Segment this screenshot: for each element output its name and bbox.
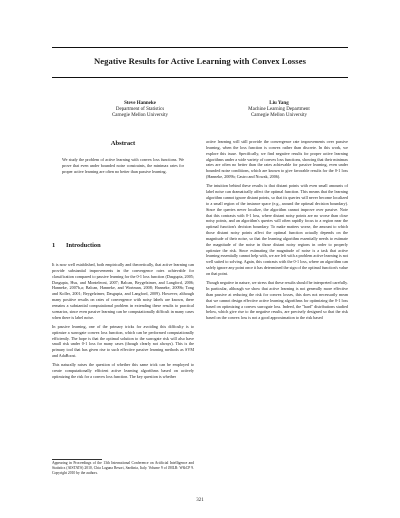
author-institution: Carnegie Mellon University	[250, 113, 308, 119]
page-number: 321	[196, 498, 204, 503]
author-department: Department of Statistics	[115, 107, 165, 113]
paragraph: In passive learning, one of the primary tricks for avoiding this difficulty is to optimize a surrogate convex loss function, which can be performed computationally efficiently. The hope is that the optimal solution to the surrogate risk will also have small risk under 0-1 loss for many cases (though clearly not always). This is the primary tool that has given rise to such effective passive learning methods as SVM and AdaBoost.	[52, 323, 194, 359]
left-column	[52, 262, 194, 380]
abstract-text: We study the problem of active learning with convex loss functions. We prove that even under bounded noise constraints, the minimax rates for proper active learning are often no better than passive learning.	[62, 157, 184, 174]
author-block	[80, 101, 200, 120]
footnote-rule	[52, 459, 102, 460]
title-rule-top	[52, 47, 348, 48]
section-number: 1	[52, 242, 56, 249]
section-title: Introduction	[66, 242, 101, 249]
author-name: Liu Yang	[269, 101, 289, 106]
title-rule-bottom	[52, 77, 348, 78]
paragraph: This naturally raises the question of whether this same trick can be employed to create computationally efficient active learning algorithms based on actively optimizing the risk for a convex loss function. The key question is whether	[52, 362, 194, 379]
author-institution: Carnegie Mellon University	[111, 113, 169, 119]
author-name: Steve Hanneke	[124, 101, 156, 106]
right-column	[206, 139, 348, 321]
author-department: Machine Learning Department	[248, 107, 310, 113]
paragraph: The intuition behind these results is that distant points with even small amounts of label noise can dramatically affect the optimal function. This means that the learning algorithm cannot ignore distant points, so that its queries will never become localized to a small region of the instance space (e.g., around the optimal decision boundary). Since the queries never localize, the algorithm cannot improve over passive. Note that this contrasts with 0-1 loss, where distant noisy points are no worse than close noisy points, and an algorithm's queries will often rapidly focus to a region near the optimal function's decision boundary. To make matters worse, the amount to which those distant noisy points affect the optimal function actually depends on the magnitude of their noise, so that the learning algorithm essentially needs to estimate the magnitude of the noise in those distant noisy regions in order to properly optimize the risk. Since estimating the magnitude of noise is a task that active learning essentially cannot help with, we are left with a problem active learning is not well suited to solving. Again, this contrasts with the 0-1 loss, where an algorithm can safely ignore any point once it has determined the sign of the optimal function's value on that point.	[206, 183, 349, 276]
footnote: Appearing in Proceedings of the 13th International Conference on Artificial Intelligence and Statistics (AISTATS) 2010, Chia Laguna Resort, Sardinia, Italy. Volume 9 of JMLR: W&CP 9. Copyright 2010 by the authors.	[52, 461, 194, 476]
author-block	[219, 101, 339, 120]
abstract-heading: Abstract	[110, 140, 136, 147]
paper-title: Negative Results for Active Learning with Convex Losses	[94, 56, 306, 66]
paragraph: Though negative in nature, we stress that these results should be interpreted carefully. In particular, although we show that active learning is not generally more effective than passive at reducing the risk for convex losses, this does not necessarily mean that we cannot design effective active learning algorithms for optimizing the 0-1 loss based on optimizing a convex surrogate loss. Indeed, the "hard" distributions studied below, which give rise to the negative results, are precisely designed so that the risk based on the convex loss is not a good approximation to the risk based	[206, 280, 348, 321]
section-heading	[52, 242, 101, 249]
paragraph: It is now well established, both empirically and theoretically, that active learning can provide substantial improvements in the convergence rates achievable for classification compared to passive learning for the 0-1 loss function (Dasgupta, 2005; Dasgupta, Hsu, and Monteleoni, 2007; Balcan, Beygelzimer, and Langford, 2006; Hanneke, 2007b,a; Balcan, Hanneke, and Wortman, 2008; Hanneke, 2009b; Tong and Koller, 2001; Beygelzimer, Dasgupta, and Langford, 2009). However, although many positive results on rates of convergence with noisy labels are known, there remains a substantial computational problem in extending these results to practical scenarios, since even passive learning can be computationally difficult in many cases when there is label noise.	[52, 262, 194, 320]
paragraph: active learning will still provide the convergence rate improvements over passive learning, when the loss function is convex rather than discrete. In this work, we explore this issue. Specifically, we find negative results for proper active learning algorithms under a wide variety of convex loss functions, showing that their minimax rates are often no better than the rates achievable for passive learning, even under bounded noise conditions, which are known to give favorable results for the 0-1 loss (Hanneke, 2009b; Castro and Nowak, 2006).	[206, 139, 348, 180]
